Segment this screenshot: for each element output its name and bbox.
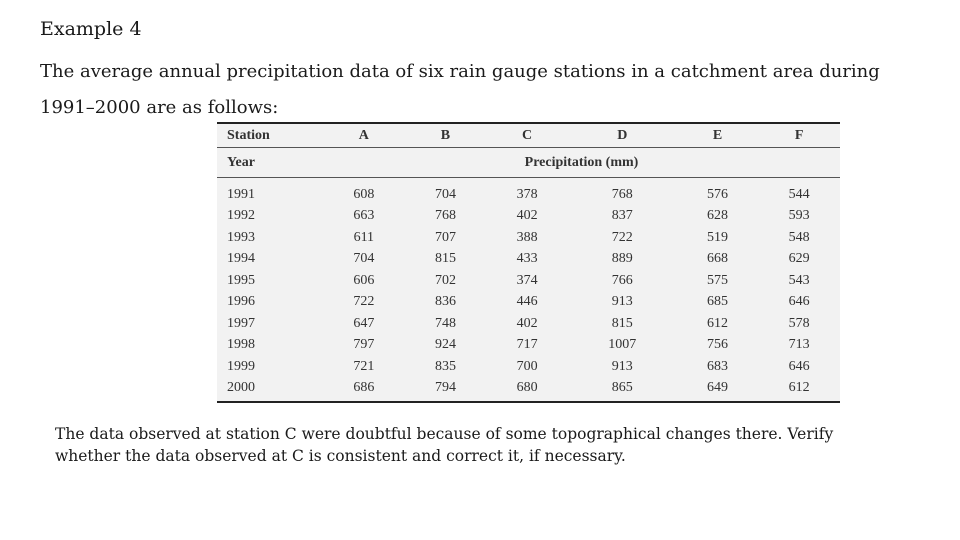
precipitation-cell-a: 704 [353, 251, 375, 267]
precipitation-cell-c: 402 [516, 208, 538, 224]
year-cell: 1993 [227, 229, 255, 245]
table-row [217, 378, 840, 400]
precipitation-table [217, 124, 840, 399]
year-cell: 1996 [227, 294, 255, 310]
precipitation-cell-b: 704 [434, 186, 456, 202]
precipitation-cell-c: 378 [516, 186, 538, 202]
precipitation-cell-f: 593 [788, 208, 810, 224]
table-row [217, 270, 840, 292]
precipitation-cell-f: 713 [788, 337, 810, 353]
precipitation-cell-f: 543 [788, 272, 810, 288]
precipitation-cell-b: 702 [434, 272, 456, 288]
year-cell: 1997 [227, 315, 255, 331]
precipitation-cell-f: 578 [788, 315, 810, 331]
precipitation-cell-c: 680 [516, 380, 538, 396]
precipitation-cell-e: 756 [707, 337, 729, 353]
table-row [217, 356, 840, 378]
year-cell: 2000 [227, 380, 255, 396]
intro-text: The average annual precipitation data of six rain gauge stations in a catchment area during 1991–2000 are as follows: [40, 61, 880, 118]
table-row [217, 227, 840, 249]
table-row [217, 313, 840, 335]
precipitation-cell-f: 646 [788, 294, 810, 310]
precipitation-cell-c: 402 [516, 315, 538, 331]
station-header-b: B [405, 124, 487, 148]
precipitation-cell-b: 707 [434, 229, 456, 245]
precipitation-cell-a: 611 [353, 229, 375, 245]
year-header-label: Year [217, 148, 323, 178]
table-row [217, 335, 840, 357]
precipitation-cell-e: 683 [707, 358, 729, 374]
precipitation-cell-a: 608 [353, 186, 375, 202]
precipitation-cell-a: 722 [353, 294, 375, 310]
station-header-c: C [486, 124, 568, 148]
precipitation-cell-b: 748 [434, 315, 456, 331]
precipitation-cell-c: 433 [516, 251, 538, 267]
precipitation-cell-d: 766 [611, 272, 633, 288]
precipitation-cell-e: 649 [707, 380, 729, 396]
station-header-a: A [323, 124, 405, 148]
table-row [217, 206, 840, 228]
precipitation-cell-b: 815 [434, 251, 456, 267]
year-cell: 1994 [227, 251, 255, 267]
precipitation-cell-b: 835 [434, 358, 456, 374]
station-header-f: F [758, 124, 840, 148]
precipitation-cell-b: 836 [434, 294, 456, 310]
table-row [217, 184, 840, 206]
precipitation-cell-b: 768 [434, 208, 456, 224]
table-body [217, 178, 840, 400]
precipitation-cell-a: 721 [353, 358, 375, 374]
year-cell: 1992 [227, 208, 255, 224]
precipitation-cell-d: 837 [611, 208, 633, 224]
precipitation-cell-c: 717 [516, 337, 538, 353]
precipitation-cell-a: 606 [353, 272, 375, 288]
station-header-row [217, 124, 840, 148]
precipitation-cell-a: 686 [353, 380, 375, 396]
precipitation-cell-d: 1007 [608, 337, 637, 353]
year-cell: 1991 [227, 186, 255, 202]
precipitation-cell-f: 629 [788, 251, 810, 267]
precipitation-cell-f: 612 [788, 380, 810, 396]
precipitation-cell-e: 628 [707, 208, 729, 224]
precipitation-cell-e: 668 [707, 251, 729, 267]
precipitation-cell-d: 865 [611, 380, 633, 396]
precipitation-cell-e: 575 [707, 272, 729, 288]
unit-header-label: Precipitation (mm) [323, 148, 840, 178]
precipitation-cell-f: 548 [788, 229, 810, 245]
precipitation-cell-c: 446 [516, 294, 538, 310]
year-cell: 1995 [227, 272, 255, 288]
year-cell: 1999 [227, 358, 255, 374]
footer-text: The data observed at station C were doubtful because of some topographical changes there. Verify whether the data observed at C is consistent and correct it, if necessary. [55, 425, 834, 465]
precipitation-cell-a: 663 [353, 208, 375, 224]
precipitation-cell-c: 700 [516, 358, 538, 374]
precipitation-cell-f: 646 [788, 358, 810, 374]
precipitation-cell-e: 685 [707, 294, 729, 310]
slide-title: Example 4 [40, 18, 142, 40]
station-header-label: Station [217, 124, 323, 148]
precipitation-cell-e: 519 [707, 229, 729, 245]
precipitation-cell-e: 576 [707, 186, 729, 202]
precipitation-cell-c: 388 [516, 229, 538, 245]
station-header-e: E [677, 124, 759, 148]
table-row [217, 292, 840, 314]
year-cell: 1998 [227, 337, 255, 353]
precipitation-cell-b: 924 [434, 337, 456, 353]
precipitation-cell-c: 374 [516, 272, 538, 288]
station-header-d: D [568, 124, 677, 148]
year-header-row [217, 148, 840, 178]
precipitation-table-container [217, 122, 840, 403]
precipitation-cell-e: 612 [707, 315, 729, 331]
precipitation-cell-a: 647 [353, 315, 375, 331]
precipitation-cell-d: 815 [611, 315, 633, 331]
precipitation-cell-d: 768 [611, 186, 633, 202]
precipitation-cell-a: 797 [353, 337, 375, 353]
precipitation-cell-b: 794 [434, 380, 456, 396]
precipitation-cell-d: 722 [611, 229, 633, 245]
precipitation-cell-f: 544 [788, 186, 810, 202]
precipitation-cell-d: 889 [611, 251, 633, 267]
precipitation-cell-d: 913 [611, 358, 633, 374]
table-row [217, 249, 840, 271]
precipitation-cell-d: 913 [611, 294, 633, 310]
